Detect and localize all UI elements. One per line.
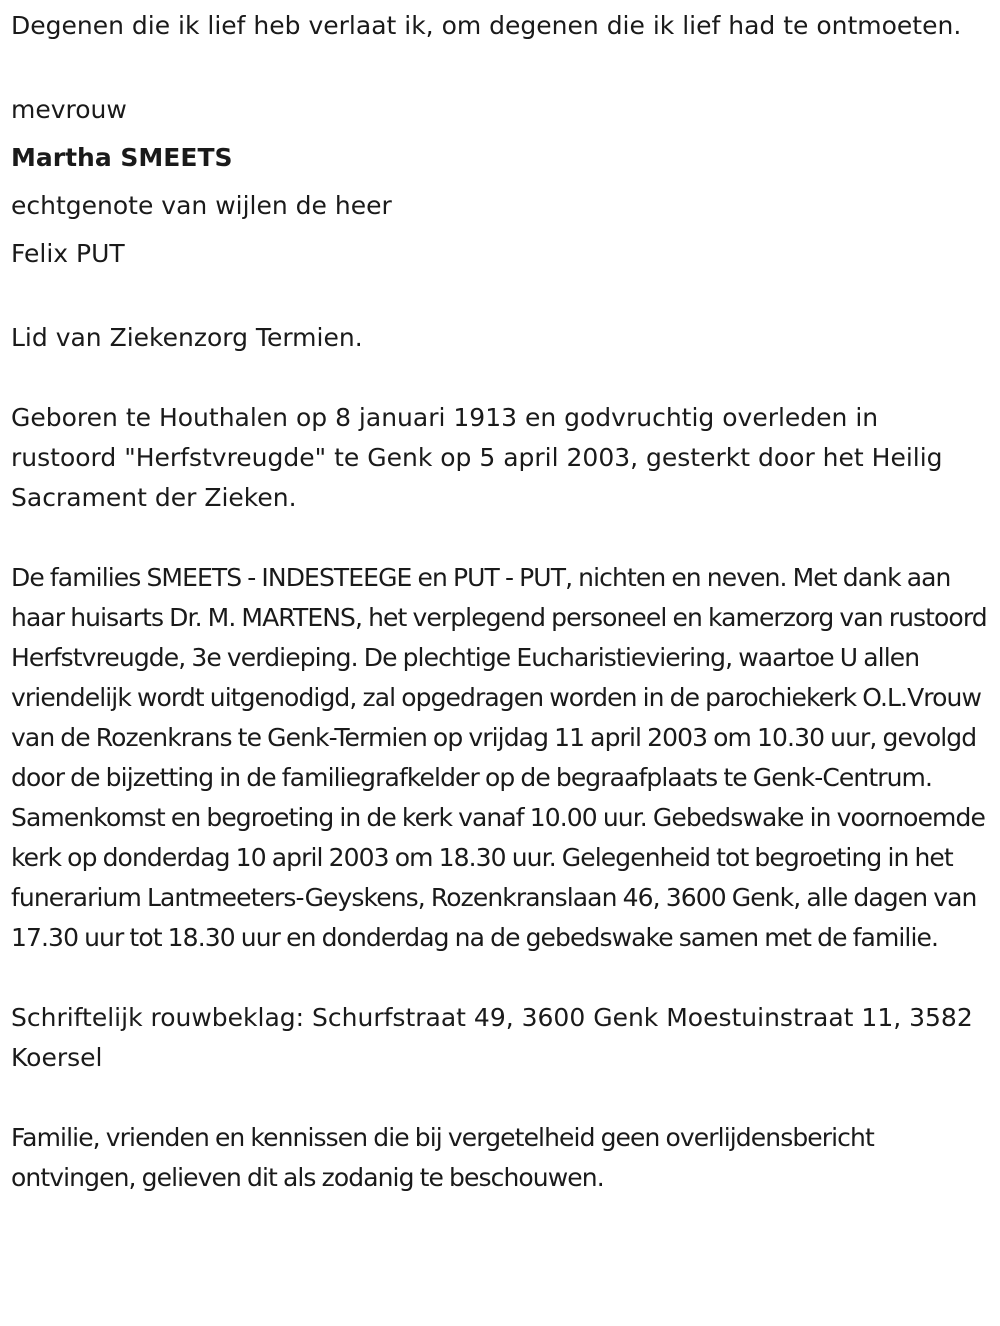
- title-prefix: mevrouw: [11, 95, 127, 124]
- spacer: [11, 958, 991, 998]
- spacer: [11, 46, 991, 86]
- closing-note-text: Familie, vrienden en kennissen die bij vergetelheid geen overlijdensbericht ontvingen, gelieven dit als zodanig te beschouwen.: [11, 1123, 874, 1192]
- condolence-address-text: Schriftelijk rouwbeklag: Schurfstraat 49, 3600 Genk Moestuinstraat 11, 3582 Koersel: [11, 1003, 973, 1072]
- birth-death-text: Geboren te Houthalen op 8 januari 1913 en godvruchtig overleden in rustoord "Herfstvreugde" te Genk op 5 april 2003, gesterkt door het Heilig Sacrament der Zieken.: [11, 403, 943, 512]
- membership-text: Lid van Ziekenzorg Termien.: [11, 323, 363, 352]
- spouse-name: Felix PUT: [11, 239, 125, 268]
- spacer: [11, 358, 991, 398]
- obituary-document: [11, 6, 991, 1198]
- motto-text: Degenen die ik lief heb verlaat ik, om degenen die ik lief had te ontmoeten.: [11, 11, 962, 40]
- spacer: [11, 1078, 991, 1118]
- family-announcement-text: De families SMEETS - INDESTEEGE en PUT - PUT, nichten en neven. Met dank aan haar huisarts Dr. M. MARTENS, het verplegend personeel en kamerzorg van rustoord Herfstvreugde, 3e verdieping. De plechtige Eucharistieviering, waartoe U allen vriendelijk wordt uitgenodigd, zal opgedragen worden in de parochiekerk O.L.Vrouw van de Rozenkrans te Genk-Termien op vrijdag 11 april 2003 om 10.30 uur, gevolgd door de bijzetting in de familiegrafkelder op de begraafplaats te Genk-Centrum. Samenkomst en begroeting in de kerk vanaf 10.00 uur. Gebedswake in voornoemde kerk op donderdag 10 april 2003 om 18.30 uur. Gelegenheid tot begroeting in het funerarium Lantmeeters-Geyskens, Rozenkranslaan 46, 3600 Genk, alle dagen van 17.30 uur tot 18.30 uur en donderdag na de gebedswake samen met de familie.: [11, 563, 987, 952]
- spacer: [11, 278, 991, 318]
- deceased-name: Martha SMEETS: [11, 143, 233, 172]
- relation-text: echtgenote van wijlen de heer: [11, 191, 392, 220]
- spacer: [11, 518, 991, 558]
